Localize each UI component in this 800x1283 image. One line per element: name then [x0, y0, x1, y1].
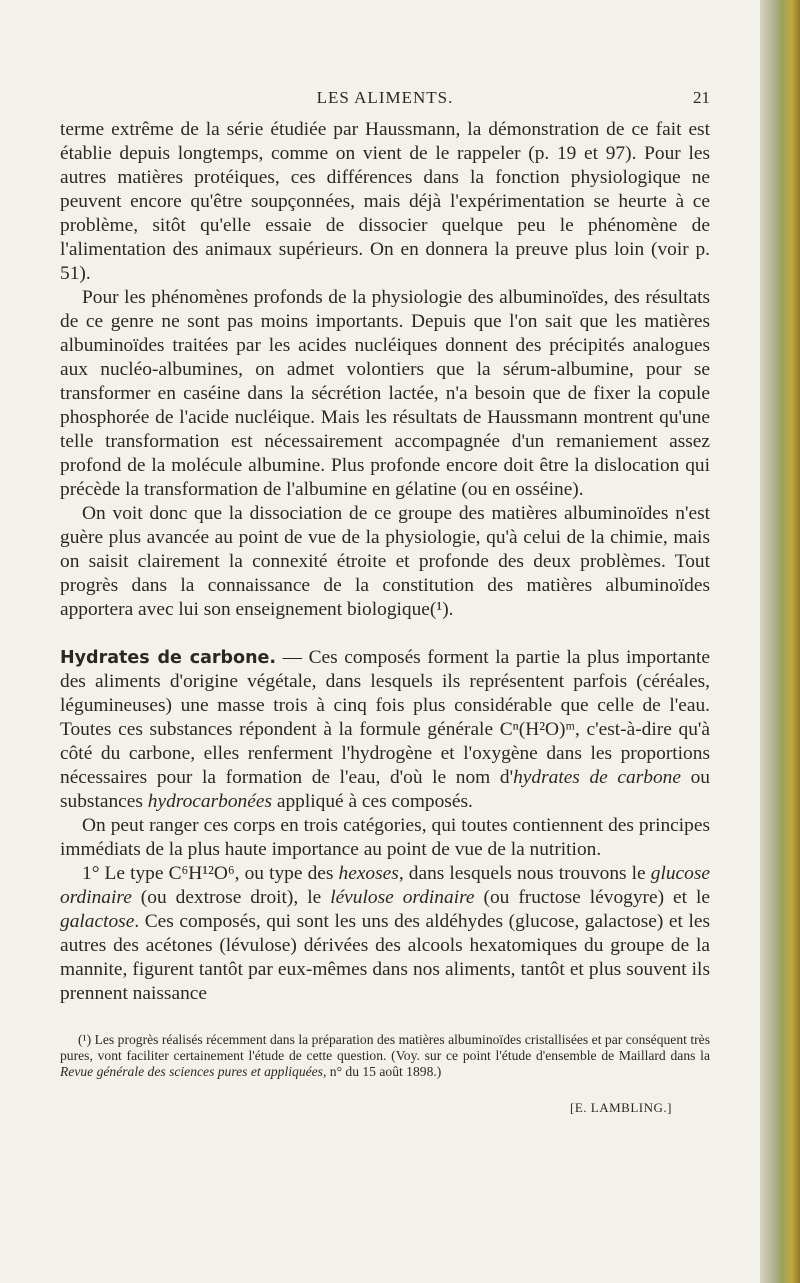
running-head: LES ALIMENTS.: [316, 88, 454, 107]
paragraph-2: Pour les phénomènes profonds de la physiologie des albuminoïdes, des résultats de ce genre ne sont pas moins importants. Depuis que l'on sait que les matières albuminoïdes traitées par les acides nucléiques donnent des précipités analogues aux nucléo-albumines, on admet volontiers que la sérum-albumine, pour se transformer en caséine dans la sécrétion lactée, n'a besoin que de fixer la copule phosphorée de l'acide nucléique. Mais les résultats de Haussmann montrent qu'une telle transformation est nécessairement accompagnée d'un remaniement assez profond de la molécule albumine. Plus profonde encore doit être la dislocation qui précède la transformation de l'albumine en gélatine (ou en osséine).: [60, 287, 710, 500]
footnote: (¹) Les progrès réalisés récemment dans la préparation des matières albuminoïdes cristallisées et par conséquent très pures, vont faciliter certainement l'étude de cette question. (Voy. sur ce point l'étude d'ensemble de Maillard dans la Revue générale des sciences pures et appliquées, n° du 15 août 1898.): [60, 1032, 710, 1079]
paragraph-5: On peut ranger ces corps en trois catégories, qui toutes contiennent des principes immédiats de la plus haute importance au point de vue de la nutrition.: [60, 815, 710, 860]
printer-mark: [E. LAMBLING.]: [570, 1100, 672, 1115]
paragraph-6: 1° Le type C⁶H¹²O⁶, ou type des hexoses, dans lesquels nous trouvons le glucose ordinaire (ou dextrose droit), le lévulose ordinaire (ou fructose lévogyre) et le galactose. Ces composés, qui sont les uns des aldéhydes (glucose, galactose) et les autres des acétones (lévulose) dérivées des alcools hexatomiques du groupe de la mannite, figurent tantôt par eux-mêmes dans nos aliments, tantôt et plus souvent ils prennent naissance: [60, 863, 710, 1004]
paragraph-3: On voit donc que la dissociation de ce groupe des matières albuminoïdes n'est guère plus avancée au point de vue de la physiologie, qu'à celui de la chimie, mais on saisit clairement la connexité étroite et profonde des deux problèmes. Tout progrès dans la connaissance de la constitution des matières albuminoïdes apportera avec lui son enseignement biologique(¹).: [60, 503, 710, 620]
page-header: [60, 88, 710, 112]
page-number: 21: [693, 88, 710, 107]
paragraph-hydrates: Hydrates de carbone. — Ces composés forment la partie la plus importante des aliments d'origine végétale, dans lesquels ils représentent parfois (céréales, légumineuses) une masse trois à cinq fois plus considérable que celle de l'eau. Toutes ces substances répondent à la formule générale Cⁿ(H²O)ᵐ, c'est-à-dire qu'à côté du carbone, elles renferment l'hydrogène et l'oxygène dans les proportions nécessaires pour la formation de l'eau, d'où le nom d'hydrates de carbone ou substances hydrocarbonées appliqué à ces composés.: [60, 647, 710, 812]
body-text: [60, 118, 710, 1006]
book-edge: [760, 0, 800, 1283]
paragraph-1: terme extrême de la série étudiée par Haussmann, la démonstration de ce fait est établie depuis longtemps, comme on vient de le rappeler (p. 19 et 97). Pour les autres matières protéiques, ces différences dans la fonction physiologique ne peuvent encore qu'être soupçonnées, mais déjà l'expérimentation se heurte à ce problème, sitôt qu'elle essaie de dissocier quelque peu le phénomène de l'alimentation des animaux supérieurs. On en donnera la preuve plus loin (voir p. 51).: [60, 119, 710, 284]
section-title: Hydrates de carbone.: [60, 648, 277, 668]
